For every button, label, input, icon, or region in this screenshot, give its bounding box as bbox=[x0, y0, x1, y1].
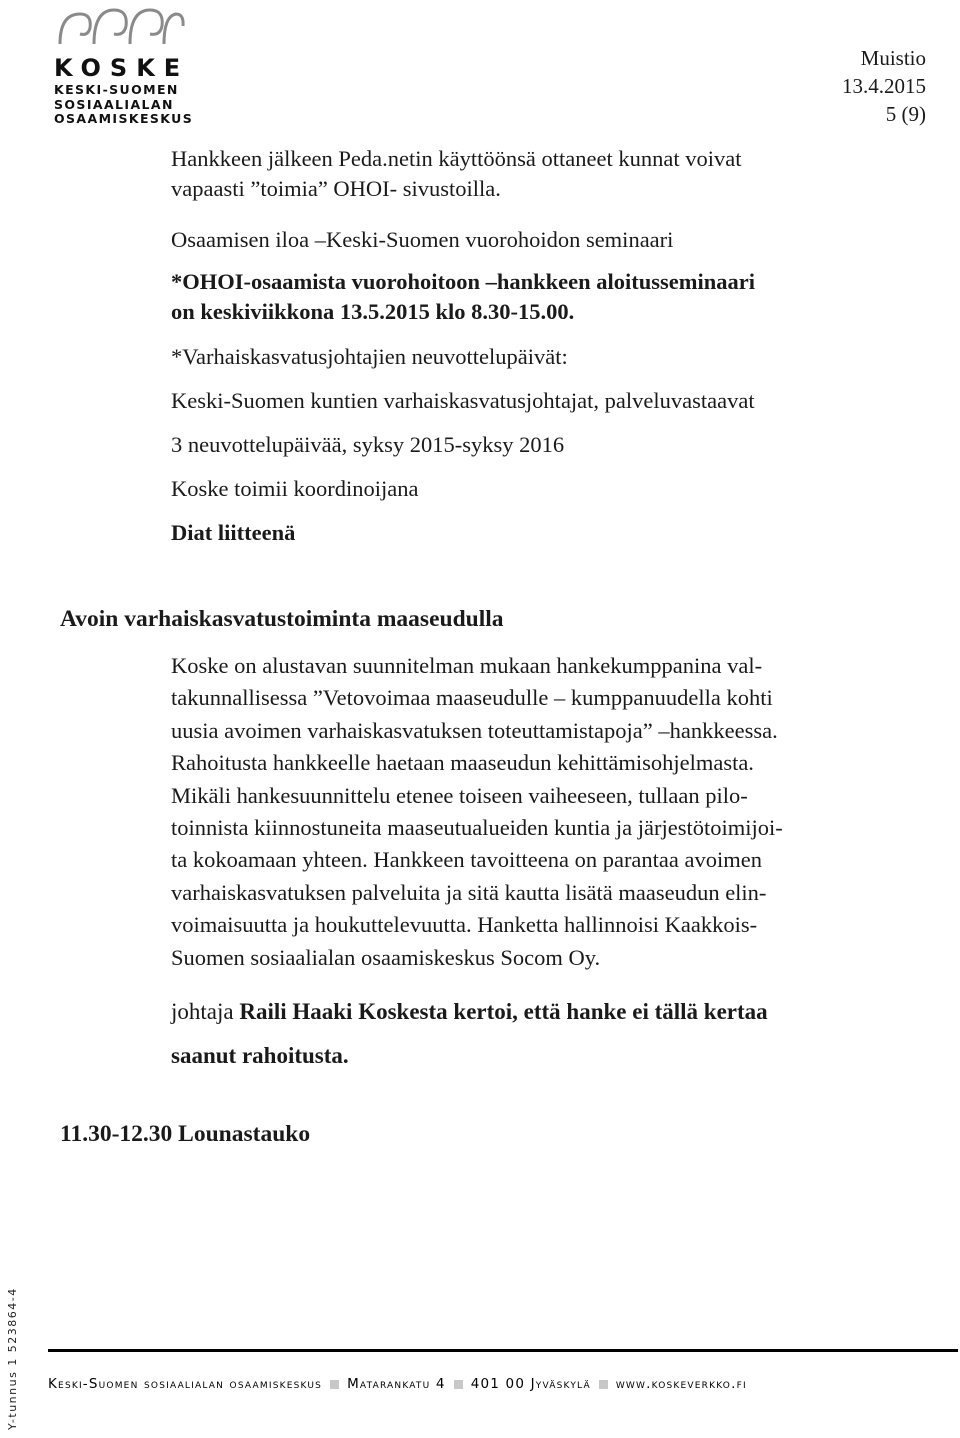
text-line: Koske toimii koordinoijana bbox=[171, 476, 419, 501]
text-line: Hankkeen jälkeen Peda.netin käyttöönsä ottaneet kunnat voivat bbox=[171, 146, 742, 171]
koske-logo-text bbox=[54, 56, 193, 126]
text-line: uusia avoimen varhaiskasvatuksen toteuttamistapoja” –hankkeessa. bbox=[171, 717, 778, 743]
footer-address: Matarankatu 4 bbox=[347, 1376, 446, 1392]
attachment-note: Diat liitteenä bbox=[171, 520, 296, 545]
footer-city: 401 00 Jyväskylä bbox=[470, 1376, 591, 1392]
seminar-info bbox=[171, 267, 755, 327]
note-prefix: johtaja bbox=[171, 999, 240, 1024]
footer-separator bbox=[330, 1380, 339, 1389]
logo-line: SOSIAALIALAN bbox=[54, 96, 174, 112]
footer-separator bbox=[454, 1380, 463, 1389]
footer bbox=[48, 1376, 747, 1392]
footer-divider bbox=[48, 1349, 958, 1352]
text-line: ta kokoamaan yhteen. Hankkeen tavoitteena on parantaa avoimen bbox=[171, 847, 762, 873]
text-line: Koske on alustavan suunnitelman mukaan hankekumppanina val- bbox=[171, 653, 763, 678]
section-paragraph bbox=[171, 650, 931, 974]
footer-separator bbox=[599, 1380, 608, 1389]
section-heading: Avoin varhaiskasvatustoiminta maaseudulla bbox=[60, 606, 504, 632]
text-line: Keski-Suomen kuntien varhaiskasvatusjohtajat, palveluvastaavat bbox=[171, 388, 755, 413]
text-line: *Varhaiskasvatusjohtajien neuvottelupäivät: bbox=[171, 344, 568, 369]
logo-line: OSAAMISKESKUS bbox=[54, 111, 194, 126]
text-line: *OHOI-osaamista vuorohoitoon –hankkeen aloitusseminaari bbox=[171, 269, 756, 294]
logo-line: KESKI-SUOMEN bbox=[54, 82, 179, 97]
koske-logo-emblem bbox=[56, 4, 186, 50]
footer-org: Keski-Suomen sosiaalialan osaamiskeskus bbox=[48, 1376, 323, 1392]
document-meta bbox=[842, 44, 926, 128]
text-line: Mikäli hankesuunnittelu etenee toiseen vaiheeseen, tullaan pilo- bbox=[171, 782, 748, 808]
business-id: Y-tunnus 1 523864-4 bbox=[6, 1287, 19, 1430]
note-bold: saanut rahoitusta. bbox=[171, 1043, 349, 1068]
logo-word: KOSKE bbox=[54, 54, 190, 82]
negotiation-days bbox=[171, 342, 755, 548]
doc-date: 13.4.2015 bbox=[842, 74, 926, 98]
text-line: voimaisuutta ja houkuttelevuutta. Hanketta hallinnoisi Kaakkois- bbox=[171, 912, 758, 938]
footer-website-link[interactable]: www.koskeverkko.fi bbox=[615, 1376, 747, 1392]
funding-note bbox=[171, 990, 768, 1078]
text-line: 3 neuvottelupäivää, syksy 2015-syksy 2016 bbox=[171, 432, 565, 457]
page-number: 5 (9) bbox=[885, 102, 926, 126]
lunch-break: 11.30-12.30 Lounastauko bbox=[60, 1121, 311, 1147]
text-line: Rahoitusta hankkeelle haetaan maaseudun kehittämisohjelmasta. bbox=[171, 750, 754, 776]
text-line: Osaamisen iloa –Keski-Suomen vuorohoidon seminaari bbox=[171, 227, 674, 252]
text-line: vapaasti ”toimia” OHOI- sivustoilla. bbox=[171, 176, 501, 201]
text-line: takunnallisessa ”Vetovoimaa maaseudulle – kumppanuudella kohti bbox=[171, 685, 773, 711]
text-line: varhaiskasvatuksen palveluita ja sitä kautta lisätä maaseudun elin- bbox=[171, 879, 767, 905]
text-line: toinnista kiinnostuneita maaseutualueiden kuntia ja järjestötoimijoi- bbox=[171, 815, 783, 841]
text-line: on keskiviikkona 13.5.2015 klo 8.30-15.00. bbox=[171, 299, 575, 324]
upper-block-1 bbox=[171, 144, 741, 204]
note-bold: Raili Haaki Koskesta kertoi, että hanke ei tällä kertaa bbox=[239, 999, 768, 1024]
text-line: Suomen sosiaalialan osaamiskeskus Socom Oy. bbox=[171, 944, 601, 970]
doc-type: Muistio bbox=[860, 46, 926, 70]
upper-block-2 bbox=[171, 225, 673, 255]
